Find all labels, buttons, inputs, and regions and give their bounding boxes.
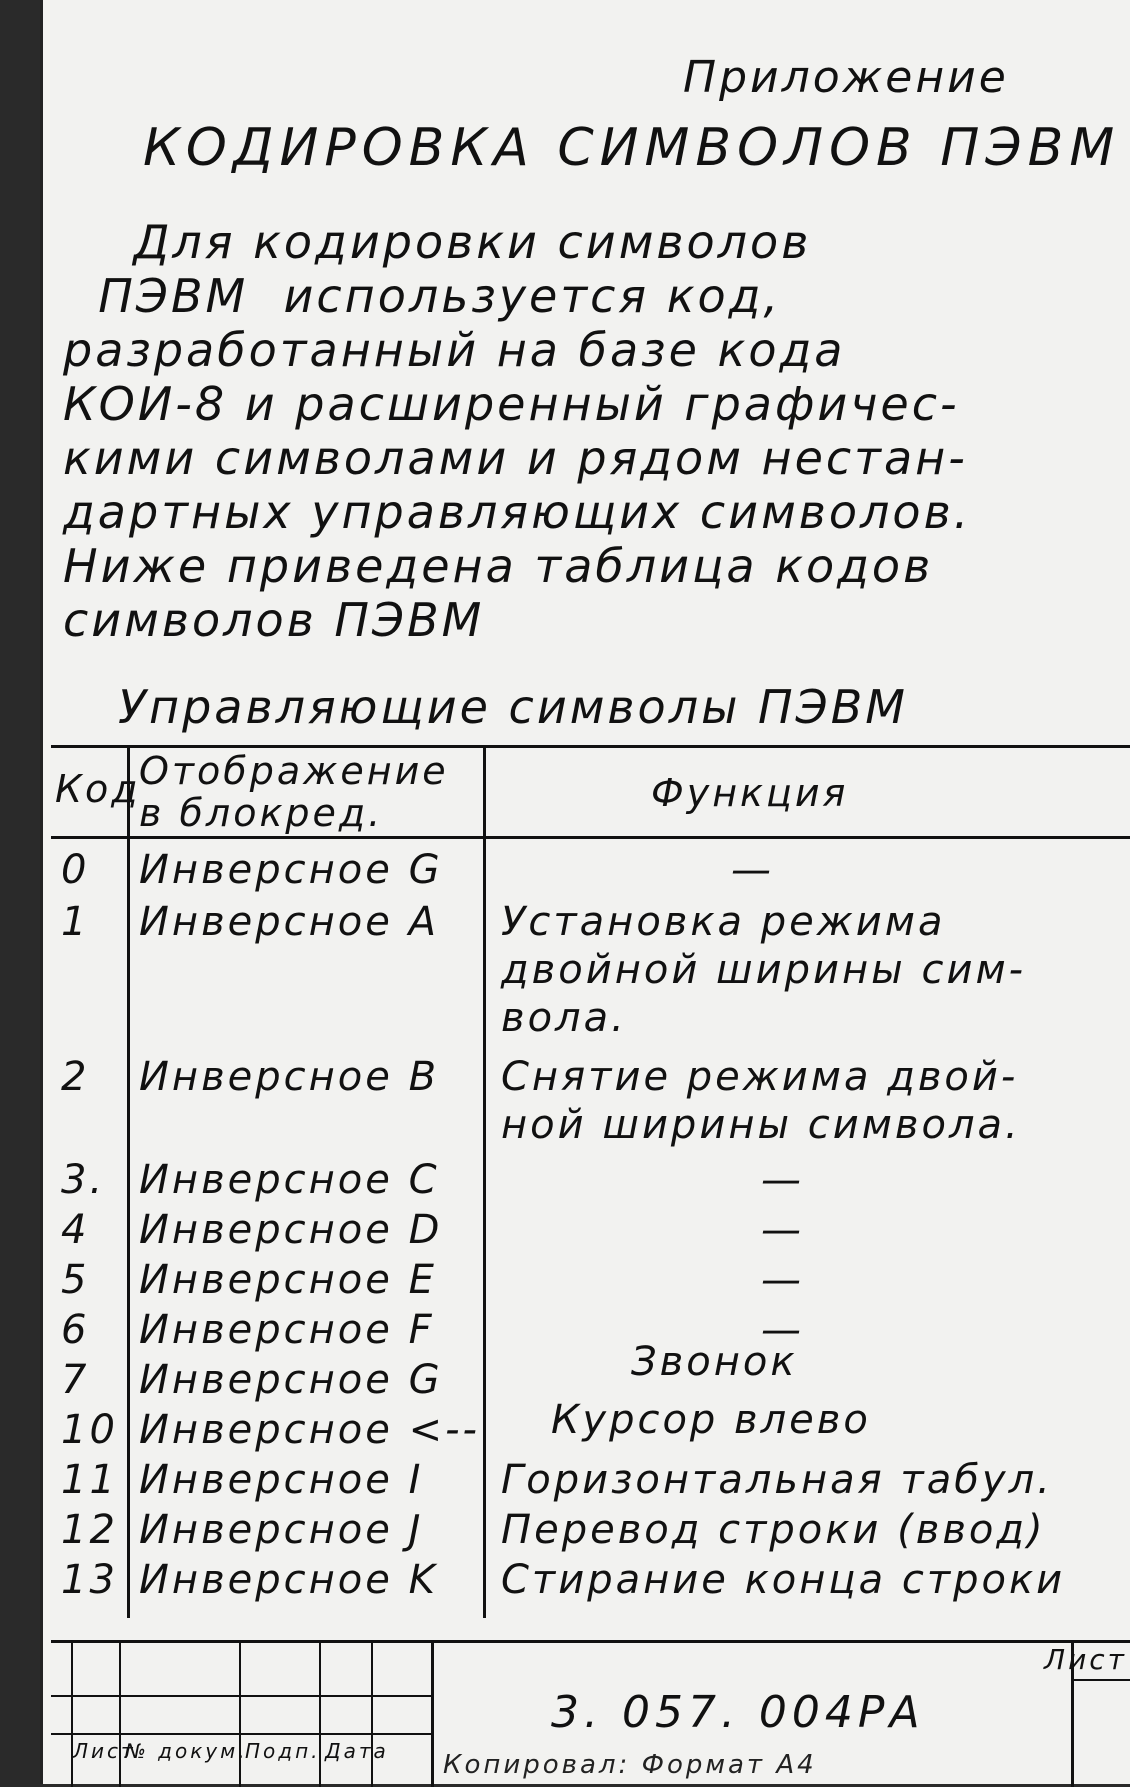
document-page — [40, 0, 1130, 1784]
intro-line: дартных управляющих символов. — [63, 485, 972, 539]
row-function: Звонок — [631, 1339, 798, 1385]
row-display: Инверсное J — [139, 1507, 424, 1553]
header-divider — [51, 836, 1130, 839]
row-code: 4 — [61, 1207, 90, 1253]
footer-note: Копировал: Формат А4 — [443, 1750, 817, 1780]
intro-line: КОИ-8 и расширенный графичес- — [63, 377, 960, 431]
row-display: Инверсное D — [139, 1207, 443, 1253]
stamp-label-docnum: № докум. — [125, 1739, 248, 1763]
row-display: Инверсное <-- — [139, 1407, 480, 1453]
header-display: Отображение в блокред. — [139, 749, 449, 835]
row-code: 3. — [61, 1157, 106, 1203]
appendix-label: Приложение — [683, 52, 1009, 103]
row-function: Перевод строки (ввод) — [501, 1507, 1046, 1553]
row-code: 5 — [61, 1257, 90, 1303]
stamp-rule — [119, 1643, 121, 1787]
document-code: 3. 057. 004РА — [551, 1687, 925, 1738]
row-function: Снятие режима двой- ной ширины символа. — [501, 1054, 1021, 1148]
row-function: Установка режима двойной ширины сим- вола. — [501, 899, 1027, 1041]
control-symbols-table — [51, 745, 1130, 1618]
row-display: Инверсное I — [139, 1457, 424, 1503]
header-function: Функция — [651, 771, 849, 815]
intro-line: разработанный на базе кода — [63, 323, 846, 377]
row-display: Инверсное G — [139, 1357, 443, 1403]
intro-line: символов ПЭВМ — [63, 593, 485, 647]
row-function: — — [761, 1207, 804, 1253]
row-display: Инверсное G — [139, 847, 443, 893]
column-divider — [483, 748, 486, 1618]
intro-line: кими символами и рядом нестан- — [63, 431, 968, 485]
intro-paragraph — [63, 215, 1123, 647]
row-code: 6 — [61, 1307, 90, 1353]
row-function: Курсор влево — [551, 1397, 871, 1443]
row-code: 2 — [61, 1054, 90, 1100]
row-code: 11 — [61, 1457, 118, 1503]
row-code: 0 — [61, 847, 90, 893]
row-display: Инверсное E — [139, 1257, 437, 1303]
row-code: 7 — [61, 1357, 90, 1403]
row-display: Инверсное A — [139, 899, 439, 945]
intro-line: Для кодировки символов — [63, 215, 812, 269]
intro-line: Ниже приведена таблица кодов — [63, 539, 934, 593]
intro-line: ПЭВМ используется код, — [63, 269, 782, 323]
row-function: — — [731, 847, 774, 893]
row-code: 1 — [61, 899, 90, 945]
row-function: Стирание конца строки — [501, 1557, 1066, 1603]
row-function: — — [761, 1257, 804, 1303]
row-display: Инверсное F — [139, 1307, 435, 1353]
stamp-rule — [239, 1643, 241, 1787]
row-display: Инверсное K — [139, 1557, 438, 1603]
stamp-rule — [371, 1643, 373, 1787]
row-code: 13 — [61, 1557, 118, 1603]
stamp-rule — [51, 1733, 431, 1735]
header-code: Код — [55, 767, 141, 811]
stamp-label-signature: Подп. — [245, 1739, 321, 1763]
stamp-rule — [51, 1695, 431, 1697]
sheet-label: Лист — [1044, 1643, 1127, 1676]
row-code: 10 — [61, 1407, 118, 1453]
page-title: КОДИРОВКА СИМВОЛОВ ПЭВМ — [143, 118, 1121, 178]
row-function: Горизонтальная табул. — [501, 1457, 1053, 1503]
column-divider — [127, 748, 130, 1618]
row-display: Инверсное B — [139, 1054, 440, 1100]
stamp-rule — [431, 1643, 434, 1787]
table-subtitle: Управляющие символы ПЭВМ — [118, 680, 908, 734]
stamp-label-sheet: Лист — [73, 1739, 136, 1763]
stamp-label-date: Дата — [325, 1739, 389, 1763]
row-code: 12 — [61, 1507, 118, 1553]
stamp-rule — [1071, 1679, 1130, 1681]
row-display: Инверсное C — [139, 1157, 440, 1203]
row-function: — — [761, 1157, 804, 1203]
stamp-rule — [319, 1643, 321, 1787]
row-function: — — [761, 1307, 804, 1353]
stamp-rule — [71, 1643, 73, 1787]
